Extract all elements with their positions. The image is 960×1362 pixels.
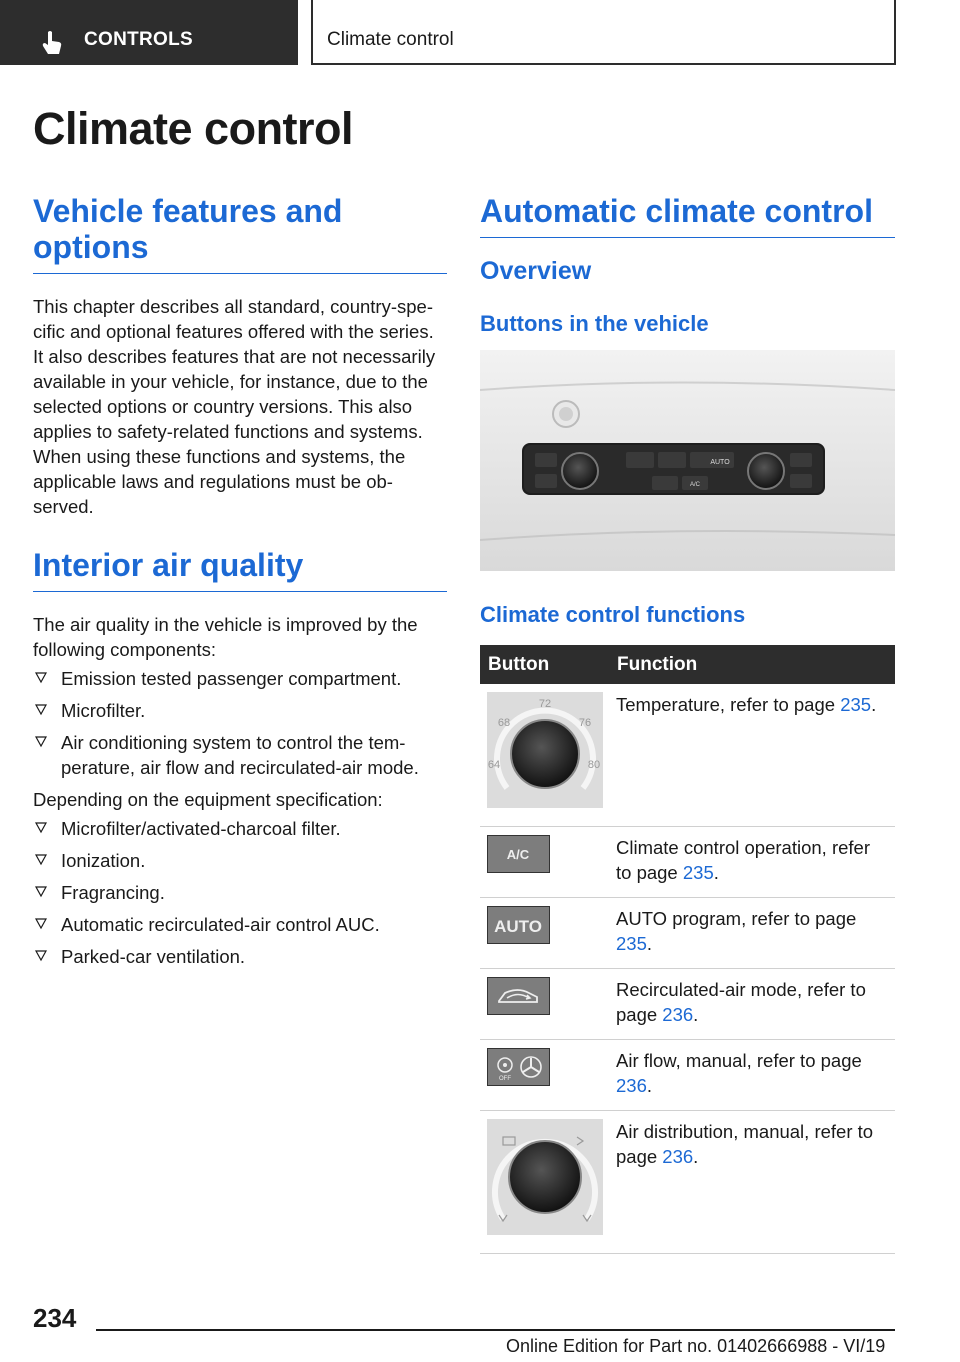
overview-heading: Overview <box>480 257 592 285</box>
triangle-bullet-icon <box>35 886 47 898</box>
list-item: Ionization. <box>33 848 447 873</box>
table-header-row <box>480 645 895 684</box>
triangle-bullet-icon <box>35 918 47 930</box>
chapter-label: Climate control <box>327 29 454 50</box>
triangle-bullet-icon <box>35 672 47 684</box>
triangle-bullet-icon <box>35 854 47 866</box>
list-item: Microfilter/activated-charcoal filter. <box>33 816 447 841</box>
section-label: CONTROLS <box>84 29 194 50</box>
left-column <box>33 193 447 976</box>
edition-note: Online Edition for Part no. 01402666988 - VI/19 <box>506 1336 886 1356</box>
right-column <box>480 193 895 1254</box>
table-row: A/C Climate control operation, refer to page 235. <box>480 827 895 898</box>
svg-text:76: 76 <box>578 717 592 729</box>
triangle-bullet-icon <box>35 704 47 716</box>
list-item: Fragrancing. <box>33 880 447 905</box>
features-body: This chapter describes all standard, country-specific and optional features offered with the series. It also describes features that are not necessarily available in your vehicle, for instance, due to the selected options or country versions. This also applies to safety-related functions and systems. When using these functions and systems, the applicable laws and regulations must be observed. <box>33 296 436 517</box>
svg-text:A/C: A/C <box>689 482 701 488</box>
table-row: OFF Air flow, manual, refer to page 236. <box>480 1040 895 1111</box>
table-row: AUTO AUTO program, refer to page 235. <box>480 898 895 969</box>
ac-button-icon <box>487 835 550 873</box>
triangle-bullet-icon <box>35 950 47 962</box>
features-heading: Vehicle features and options <box>33 193 447 274</box>
table-row: 72 68 76 64 80 Temperature, refer to page 235. <box>480 684 895 827</box>
svg-text:AUTO: AUTO <box>710 459 730 466</box>
svg-text:80: 80 <box>587 759 601 771</box>
climate-panel-photo <box>480 350 895 571</box>
table-row: Recirculated-air mode, refer to page 236. <box>480 969 895 1040</box>
section-tab <box>0 0 298 65</box>
svg-text:64: 64 <box>487 759 501 771</box>
equipment-list <box>33 816 447 969</box>
triangle-bullet-icon <box>35 822 47 834</box>
air-distribution-dial-icon <box>487 1119 603 1235</box>
page-number: 234 <box>33 1303 77 1333</box>
hand-pointer-icon <box>40 30 64 56</box>
table-row: Air distribution, manual, refer to page 236. <box>480 1111 895 1254</box>
recirculation-button-icon <box>487 977 550 1015</box>
temperature-dial-icon <box>487 692 603 808</box>
functions-table <box>480 645 895 1254</box>
automatic-climate-heading: Automatic climate control <box>480 193 895 238</box>
column-header-button: Button <box>480 645 609 684</box>
page-link[interactable]: 235 <box>840 694 872 715</box>
page-link[interactable]: 235 <box>616 933 647 954</box>
footer-divider <box>96 1329 895 1331</box>
svg-text:A/C: A/C <box>506 847 530 862</box>
list-item: Microfilter. <box>33 698 447 723</box>
list-item: Emission tested passenger compartment. <box>33 666 447 691</box>
svg-text:72: 72 <box>538 698 552 710</box>
list-item: Air conditioning system to control the temperature, air flow and recirculated-air mode. <box>33 730 447 780</box>
list-item: Automatic recirculated-air control AUC. <box>33 912 447 937</box>
air-quality-intro: The air quality in the vehicle is improved by the following components: <box>33 614 418 660</box>
page-link[interactable]: 236 <box>662 1004 694 1025</box>
chapter-header <box>311 0 896 65</box>
buttons-heading: Buttons in the vehicle <box>480 311 709 336</box>
equipment-intro: Depending on the equipment specification: <box>33 789 383 810</box>
list-item: Parked-car ventilation. <box>33 944 447 969</box>
page-link[interactable]: 236 <box>662 1146 694 1167</box>
column-header-function: Function <box>609 645 895 684</box>
page-link[interactable]: 236 <box>616 1075 647 1096</box>
svg-text:AUTO: AUTO <box>494 917 542 936</box>
functions-heading: Climate control functions <box>480 602 746 627</box>
svg-text:OFF: OFF <box>499 1076 511 1082</box>
auto-button-icon <box>487 906 550 944</box>
svg-text:68: 68 <box>497 717 511 729</box>
page-link[interactable]: 235 <box>682 862 714 883</box>
fan-button-icon <box>487 1048 550 1086</box>
components-list <box>33 666 447 780</box>
page-title: Climate control <box>33 103 354 154</box>
air-quality-heading: Interior air quality <box>33 547 447 592</box>
triangle-bullet-icon <box>35 736 47 748</box>
